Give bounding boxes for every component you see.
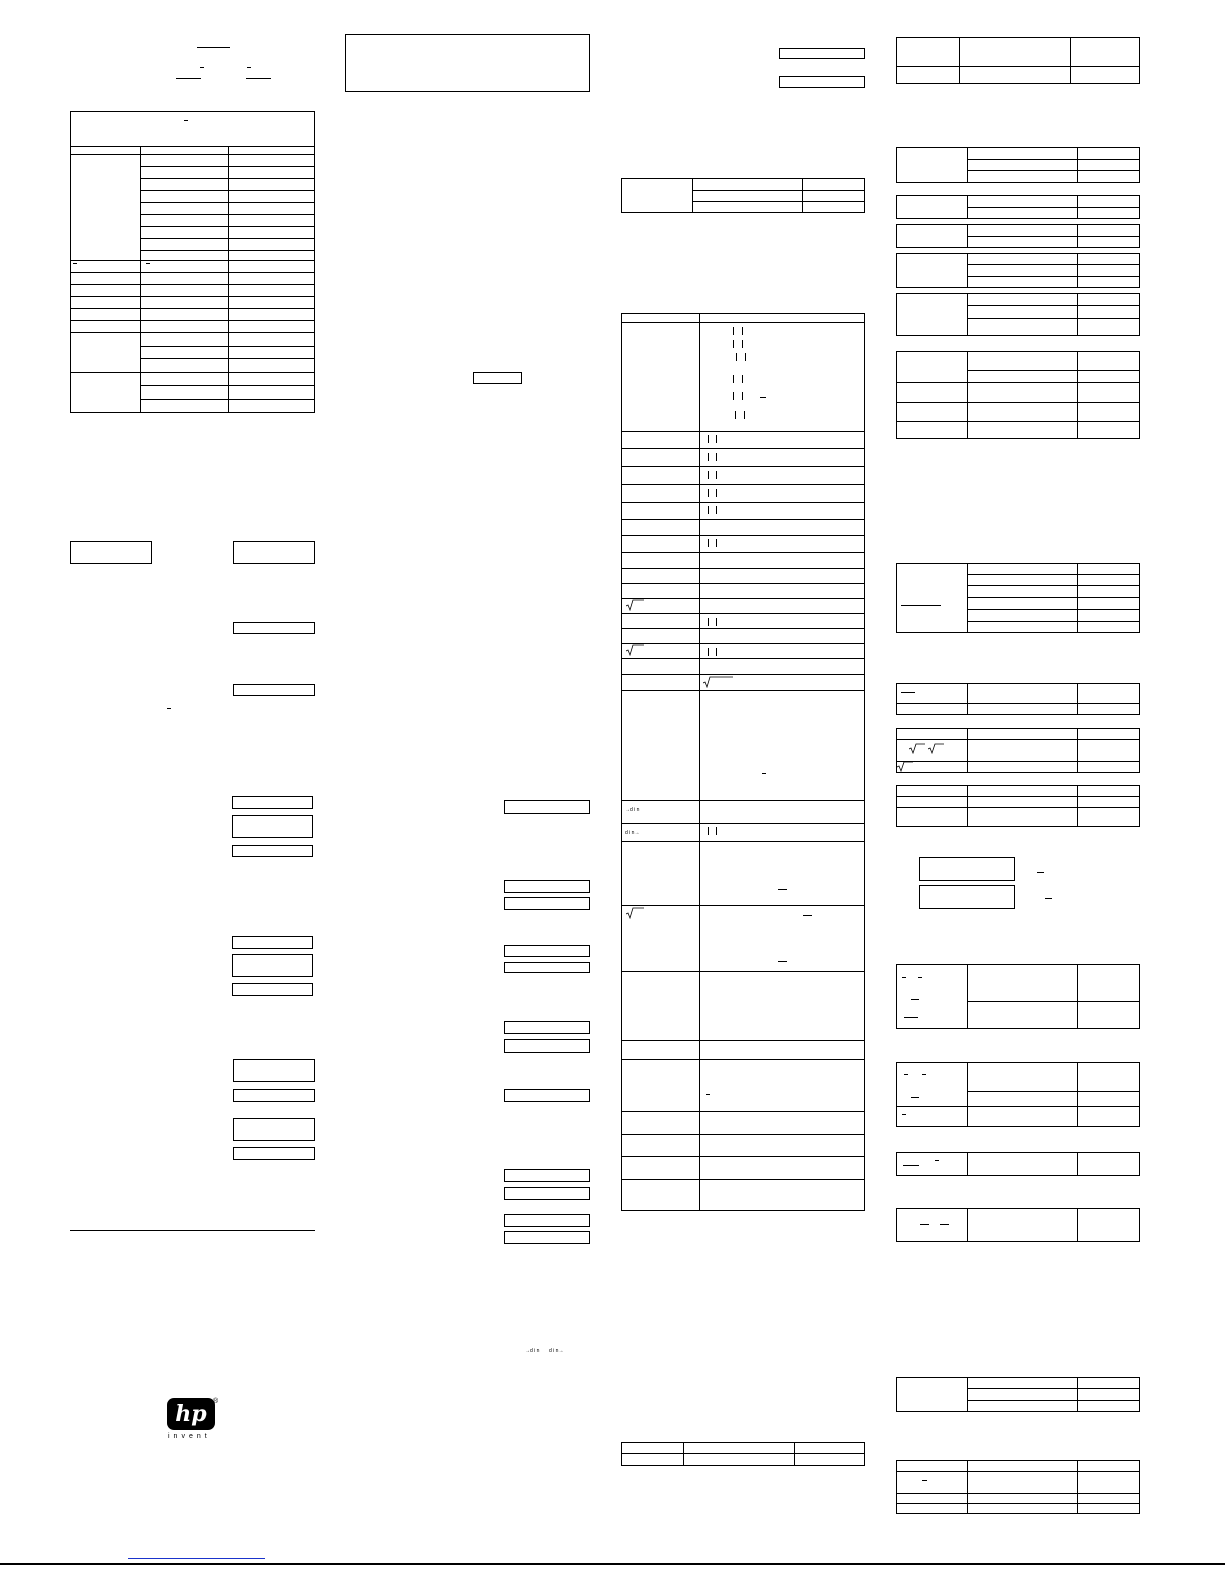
table-rule [621, 502, 865, 503]
table-column-divider [1077, 147, 1078, 183]
table-rule [621, 519, 865, 520]
table-column-divider [683, 1442, 684, 1466]
sqrt-icon [626, 907, 644, 919]
table-rule [621, 823, 865, 824]
display-box [504, 1214, 590, 1227]
table-column-divider [967, 728, 968, 773]
table-rule [967, 318, 1140, 319]
table-rule [967, 1388, 1140, 1389]
table-rule [967, 574, 1140, 575]
display-box [232, 815, 313, 838]
display-box [504, 800, 590, 814]
table-column-divider [967, 1208, 968, 1242]
display-box [919, 857, 1015, 881]
fraction-bar [246, 78, 271, 79]
abs-bar [742, 392, 743, 400]
abs-bar [708, 506, 709, 514]
overline-mark [904, 1074, 908, 1075]
overline-mark [247, 67, 251, 68]
abs-bar [742, 375, 743, 383]
abs-bar [708, 618, 709, 626]
reference-table [70, 111, 315, 413]
small-table [621, 178, 865, 213]
display-box [233, 622, 315, 634]
abs-bar [716, 471, 717, 479]
display-box [504, 897, 590, 910]
abs-bar [708, 827, 709, 835]
table-rule [621, 905, 865, 906]
header-panel [345, 34, 590, 92]
table-column-divider [1077, 351, 1078, 439]
table-rule [140, 202, 315, 203]
overline-mark [803, 915, 812, 916]
overline-mark [73, 263, 77, 264]
table-rule [140, 346, 315, 347]
table-rule [621, 1111, 865, 1112]
table-rule [896, 761, 1140, 762]
overline-mark [904, 1017, 918, 1018]
table-rule [140, 178, 315, 179]
table-rule [896, 402, 1140, 403]
table-rule [692, 190, 865, 191]
small-table [896, 351, 1140, 439]
table-rule [967, 236, 1140, 237]
display-box [233, 684, 315, 696]
table-rule [967, 1400, 1140, 1401]
display-box [779, 48, 865, 59]
abs-bar [716, 435, 717, 443]
abs-bar [745, 353, 746, 361]
abs-bar [716, 648, 717, 656]
table-rule [140, 385, 315, 386]
logo-tagline: invent [168, 1433, 211, 1440]
abs-bar [742, 340, 743, 348]
small-table [896, 1152, 1140, 1176]
display-box [233, 1059, 315, 1082]
table-rule [621, 841, 865, 842]
small-table [896, 293, 1140, 336]
abs-bar [716, 618, 717, 626]
fraction-bar [901, 605, 941, 606]
display-box [232, 983, 313, 996]
table-rule [967, 597, 1140, 598]
sqrt-icon [909, 743, 925, 754]
display-box [504, 880, 590, 893]
abs-bar [708, 489, 709, 497]
table-rule [70, 320, 315, 321]
abs-bar [733, 392, 734, 400]
table-rule [967, 1001, 1140, 1002]
small-table [896, 1062, 1140, 1127]
fraction-bar [197, 47, 230, 48]
overline-mark [760, 397, 766, 398]
overline-mark [706, 1094, 710, 1095]
table-column-divider [1077, 1460, 1078, 1514]
overline-mark [1045, 898, 1052, 899]
table-rule [967, 305, 1140, 306]
abs-bar [708, 648, 709, 656]
small-table [896, 964, 1140, 1029]
overline-mark [1037, 872, 1044, 873]
table-column-divider [967, 293, 968, 336]
table-rule [621, 552, 865, 553]
overline-mark [935, 1160, 939, 1161]
abs-bar [716, 827, 717, 835]
table-rule [621, 643, 865, 644]
table-column-divider [1077, 1208, 1078, 1242]
sqrt-icon [928, 743, 944, 754]
display-box [504, 1039, 590, 1053]
abs-bar [708, 453, 709, 461]
table-column-divider [692, 178, 693, 213]
overline-mark [911, 999, 919, 1000]
abs-bar [708, 435, 709, 443]
table-rule [621, 484, 865, 485]
display-box [233, 1118, 315, 1141]
display-box [233, 1147, 315, 1160]
abs-bar [744, 411, 745, 419]
table-column-divider [802, 178, 803, 213]
display-box [504, 1187, 590, 1200]
table-rule [896, 1471, 1140, 1472]
table-column-divider [1077, 728, 1078, 773]
table-rule [621, 1134, 865, 1135]
table-rule [70, 146, 315, 147]
sqrt-icon [703, 676, 733, 688]
table-rule [621, 1059, 865, 1060]
overline-mark [184, 120, 188, 121]
table-rule [621, 535, 865, 536]
footer-rule [0, 1563, 1225, 1565]
display-box [504, 1231, 590, 1244]
abs-bar [716, 506, 717, 514]
table-rule [967, 609, 1140, 610]
table-rule [70, 332, 315, 333]
table-rule [140, 358, 315, 359]
overline-mark [778, 889, 787, 890]
small-table [896, 683, 1140, 715]
sqrt-icon [897, 761, 913, 772]
table-rule [140, 238, 315, 239]
table-rule [70, 272, 315, 273]
overline-mark [200, 67, 204, 68]
small-table [896, 1377, 1140, 1412]
table-rule [967, 159, 1140, 160]
table-rule [967, 370, 1140, 371]
overline-mark [902, 977, 906, 978]
small-table [896, 147, 1140, 183]
table-rule [621, 568, 865, 569]
abs-bar [716, 453, 717, 461]
vector-arrow-symbol: →d i n [525, 1348, 540, 1354]
small-table [896, 253, 1140, 288]
table-column-divider [1077, 293, 1078, 336]
display-box [473, 372, 522, 384]
display-box [504, 1089, 590, 1102]
table-column-divider [967, 683, 968, 715]
hp-logo-text: hp [175, 1401, 207, 1427]
abs-bar [708, 471, 709, 479]
table-rule [140, 399, 315, 400]
display-box [233, 541, 315, 564]
overline-mark [762, 773, 766, 774]
table-rule [621, 628, 865, 629]
display-box [70, 541, 152, 564]
overline-mark [922, 1074, 926, 1075]
table-column-divider [1077, 1152, 1078, 1176]
table-rule [896, 703, 1140, 704]
overline-mark [167, 708, 171, 709]
table-rule [621, 1040, 865, 1041]
table-rule [70, 372, 315, 373]
table-rule [967, 1091, 1140, 1092]
overline-mark [911, 1097, 919, 1098]
table-rule [70, 260, 315, 261]
table-rule [621, 800, 865, 801]
sqrt-icon [626, 599, 644, 611]
table-rule [621, 431, 865, 432]
table-column-divider [1077, 683, 1078, 715]
display-box [504, 945, 590, 957]
table-rule [896, 807, 1140, 808]
display-box [232, 845, 313, 857]
table-column-divider [967, 351, 968, 439]
table-rule [896, 1493, 1140, 1494]
registered-mark: ® [213, 1398, 219, 1405]
table-rule [621, 1179, 865, 1180]
table-rule [140, 190, 315, 191]
vector-arrow-symbol: d i n→ [549, 1348, 564, 1354]
table-column-divider [967, 1062, 968, 1127]
table-rule [621, 613, 865, 614]
table-rule [621, 658, 865, 659]
table-rule [140, 214, 315, 215]
table-rule [140, 250, 315, 251]
vector-arrow-symbol: d i n→ [625, 830, 640, 836]
table-column-divider [1077, 1377, 1078, 1412]
small-table [896, 1208, 1140, 1242]
display-box [504, 1169, 590, 1182]
table-rule [967, 276, 1140, 277]
table-column-divider [1077, 964, 1078, 1029]
abs-bar [716, 539, 717, 547]
table-rule [896, 1106, 1140, 1107]
url-underline[interactable] [128, 1558, 265, 1559]
sqrt-icon [626, 644, 644, 656]
fraction-bar [176, 78, 201, 79]
abs-bar [716, 489, 717, 497]
overline-mark [146, 263, 150, 264]
table-rule [967, 207, 1140, 208]
fraction-bar [903, 1165, 919, 1166]
table-rule [140, 226, 315, 227]
display-box [233, 1089, 315, 1102]
table-column-divider [967, 1460, 968, 1514]
abs-bar [733, 375, 734, 383]
table-rule [896, 421, 1140, 422]
table-rule [621, 674, 865, 675]
small-table [621, 1442, 865, 1466]
overline-mark [778, 961, 787, 962]
table-rule [140, 166, 315, 167]
table-column-divider [1077, 1062, 1078, 1127]
table-rule [621, 971, 865, 972]
table-rule [896, 66, 1140, 67]
display-box [232, 796, 313, 809]
table-rule [896, 382, 1140, 383]
table-column-divider [967, 147, 968, 183]
table-rule [70, 308, 315, 309]
abs-bar [708, 539, 709, 547]
table-column-divider [959, 37, 960, 84]
section-rule [70, 1230, 315, 1231]
overline-mark [922, 1480, 927, 1481]
overline-mark [918, 977, 922, 978]
small-table [896, 37, 1140, 84]
small-table [896, 1460, 1140, 1514]
display-box [232, 936, 313, 949]
display-box [232, 954, 313, 977]
abs-bar [736, 353, 737, 361]
abs-bar [742, 327, 743, 335]
display-box [504, 1021, 590, 1034]
display-box [919, 885, 1015, 909]
table-column-divider [967, 1377, 968, 1412]
table-rule [621, 690, 865, 691]
table-rule [621, 1453, 865, 1454]
abs-bar [733, 327, 734, 335]
display-box [504, 962, 590, 973]
fraction-bar [940, 1224, 949, 1225]
table-rule [621, 598, 865, 599]
table-rule [621, 448, 865, 449]
table-rule [967, 621, 1140, 622]
table-column-divider [967, 785, 968, 827]
table-rule [967, 264, 1140, 265]
table-rule [621, 322, 865, 323]
table-rule [70, 296, 315, 297]
table-rule [967, 170, 1140, 171]
table-rule [896, 1503, 1140, 1504]
table-rule [621, 466, 865, 467]
abs-bar [735, 411, 736, 419]
table-rule [967, 585, 1140, 586]
table-column-divider [967, 1152, 968, 1176]
table-rule [896, 739, 1140, 740]
table-rule [692, 201, 865, 202]
display-box [779, 76, 865, 88]
table-rule [621, 583, 865, 584]
small-table [896, 785, 1140, 827]
fraction-bar [920, 1224, 929, 1225]
table-column-divider [967, 253, 968, 288]
table-column-divider [1077, 785, 1078, 827]
vector-arrow-symbol: →d i n [625, 807, 640, 813]
table-rule [70, 284, 315, 285]
abs-bar [733, 340, 734, 348]
hp-logo [167, 1398, 215, 1430]
table-column-divider [794, 1442, 795, 1466]
table-rule [896, 796, 1140, 797]
table-rule [70, 154, 315, 155]
overline-mark [902, 1114, 906, 1115]
table-column-divider [1077, 253, 1078, 288]
table-rule [621, 1156, 865, 1157]
fraction-bar [901, 692, 915, 693]
table-column-divider [1070, 37, 1071, 84]
table-column-divider [967, 964, 968, 1029]
